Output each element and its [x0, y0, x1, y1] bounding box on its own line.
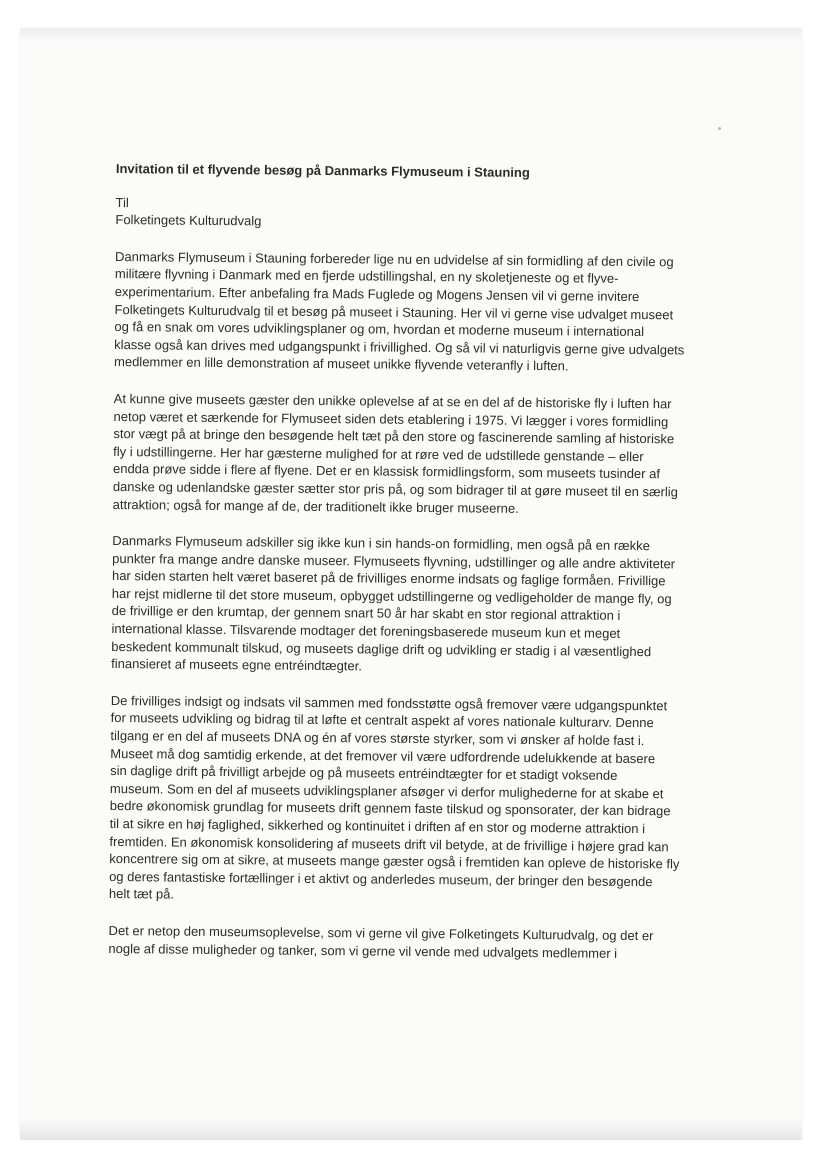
letter-title: Invitation til et flyvende besøg på Danmarks Flymuseum i Stauning [115, 160, 530, 180]
paragraph [109, 692, 711, 909]
paragraph-line: De frivilliges indsigt og indsats vil sammen med fondsstøtte også fremover være udgangspunktet [110, 692, 668, 714]
paragraph-line: international klasse. Tilsvarende modtager det foreningsbaserede museum kun et meget [111, 621, 621, 641]
paragraph-line: Danmarks Flymuseum i Stauning forbereder lige nu en udvidelse af sin formidling af den civile og [115, 248, 674, 270]
paragraph-line: bedre økonomisk grundlag for museets drift gennem faste tilskud og sponsorater, der kan bidrage [109, 798, 671, 819]
paragraph-line: punkter fra mange andre danske museer. Flymuseets flyvning, udstillinger og alle andre aktiviteter [112, 550, 676, 572]
paragraph-line: nogle af disse muligheder og tanker, som vi gerne vil vende med udvalgets medlemmer i [108, 940, 618, 961]
paragraph-line: tilgang er en del af museets DNA og én af vores største styrker, som vi ønsker af holde fast i. [110, 728, 645, 749]
paragraph-line: har rejst midlerne til det store museum, opbygget udstillingerne og vedligeholder de mange fly, og [111, 585, 672, 607]
scan-shadow-bottom [20, 1118, 802, 1140]
paragraph-line: og få en snak om vores udviklingsplaner og om, hvordan et moderne museum i international [114, 319, 645, 340]
paragraph-line: de frivillige er den krumtap, der gennem snart 50 år har skabt en stor regional attraktion i [111, 603, 621, 624]
letter-body [108, 160, 716, 982]
recipient-line: Til [115, 194, 129, 210]
paragraph-line: helt tæt på. [108, 886, 175, 902]
paragraph-line: endda prøve sidde i flere af flyene. Det er en klassisk formidlingsform, som museets tusinder af [112, 461, 661, 482]
paragraph-line: fremtiden. En økonomisk konsolidering af museets drift vil betyde, at de frivillige i højere grad kan [109, 833, 669, 854]
paragraph [111, 532, 712, 679]
paragraph-line: danske og udenlandske gæster sætter stor pris på, og som bidrager til at gøre museet til en særlig [112, 478, 678, 500]
paragraph-line: beskedent kommunalt tilskud, og museets daglige drift og udvikling er stadig i al væsentlighed [111, 638, 652, 659]
paragraph-line: netop været et særkende for Flymuseet siden dets etablering i 1975. Vi lægger i vores formidling [113, 408, 669, 429]
recipient-block [115, 194, 715, 235]
paragraph-line: sin daglige drift på frivilligt arbejde og på museets entréindtægter for et stadigt voksende [110, 763, 618, 784]
paragraph-line: Museet må dog samtidig erkende, at det fremover vil være udfordrende udelukkende at basere [110, 745, 656, 766]
paragraph-line: stor vægt på at bringe den besøgende helt tæt på den store og fascinerende samling af historiske [113, 426, 675, 447]
paragraph-line: fly i udstillingerne. Her har gæsterne mulighed for at røre ved de udstillede genstande – eller [113, 443, 644, 464]
paragraph-line: har siden starten helt været baseret på de frivilliges enorme indsats og faglige formåen. Frivillige [111, 568, 666, 589]
paragraph-line: At kunne give museets gæster den unikke oplevelse af at se en del af de historiske fly i luften har [113, 390, 672, 412]
paragraph [113, 390, 714, 519]
paragraph-line: klasse også kan drives med udgangspunkt i frivillighed. Og så vil vi naturligvis gerne give udvalgets [114, 336, 685, 358]
paragraph-line: Folketingets Kulturudvalg til et besøg på museet i Stauning. Her vil vi gerne vise udvalget museet [114, 301, 674, 322]
scan-shadow-top [20, 28, 802, 42]
paragraph-line: medlemmer en lille demonstration af museet unikke flyvende veteranfly i luften. [113, 354, 569, 374]
paragraph-line: museum. Som en del af museets udviklingsplaner afsøger vi derfor mulighederne for at skabe et [109, 780, 664, 802]
paragraph-line: koncentrere sig om at sikre, at museets mange gæster også i fremtiden kan opleve de historiske fly [109, 851, 680, 872]
paragraph-line: og deres fantastiske fortællinger i et aktivt og anderledes museum, der bringer den besøgende [109, 868, 653, 889]
paragraph-line: finansieret af museets egne entréindtægter. [111, 656, 362, 674]
letter-paragraphs [108, 248, 715, 963]
paragraph-line: for museets udvikling og bidrag til at løfte et centralt aspekt af vores nationale kulturarv. Denne [110, 710, 654, 731]
paragraph-line: Danmarks Flymuseum adskiller sig ikke kun i sin hands-on formidling, men også på en række [112, 533, 650, 554]
paragraph-line: experimentarium. Efter anbefaling fra Mads Fuglede og Mogens Jensen vil vi gerne invitere [114, 283, 640, 304]
paragraph-line: militære flyvning i Danmark med en fjerde udstillingshal, en ny skoletjeneste og et flyve- [114, 266, 619, 287]
paragraph-line: til at sikre en høj faglighed, sikkerhed og kontinuitet i driften af en stor og moderne attraktion i [109, 815, 646, 837]
recipient-line: Folketingets Kulturudvalg [115, 212, 262, 229]
paragraph [108, 922, 708, 963]
paragraph [114, 248, 715, 377]
paragraph-line: attraktion; også for mange af de, der traditionelt ikke bruger museerne. [112, 496, 519, 516]
paragraph-line: Det er netop den museumsoplevelse, som vi gerne vil give Folketingets Kulturudvalg, og det er [108, 922, 654, 944]
scan-speck [718, 127, 721, 130]
